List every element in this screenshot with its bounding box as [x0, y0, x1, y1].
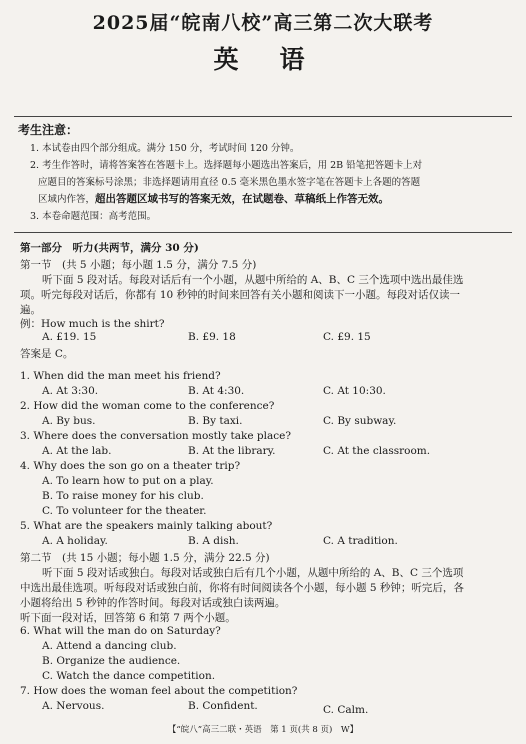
question-6-option-b: B. Organize the audience.	[42, 655, 181, 667]
notice-item-2c	[30, 191, 500, 208]
question-3-option-b: B. At the library.	[188, 445, 276, 457]
example-option-a: A. £19. 15	[42, 331, 97, 343]
subject-title: 英 语	[213, 45, 313, 74]
question-5-option-b: B. A dish.	[188, 535, 239, 547]
example-option-c: C. £9. 15	[323, 331, 371, 343]
section2-instr-a: 听下面 5 段对话或独白。每段对话或独白后有几个小题，从题中所给的 A、B、C 三个选项	[42, 567, 464, 579]
section1-instr-b: 项。听完每段对话后，你都有 10 秒钟的时间来回答有关小题和阅读下一小题。每段对话仅读一	[20, 289, 461, 301]
question-5-option-c: C. A tradition.	[323, 535, 398, 547]
question-7: 7. How does the woman feel about the competition?	[20, 685, 298, 697]
notice-body	[30, 140, 500, 225]
section2-instr-d: 听下面一段对话，回答第 6 和第 7 两个小题。	[20, 612, 236, 624]
example-question: 例：How much is the shirt?	[20, 318, 165, 330]
question-7-option-a: A. Nervous.	[42, 700, 105, 712]
notice-item-2c-pre: 区域内作答，	[38, 194, 96, 205]
notice-item-1: 1. 本试卷由四个部分组成。满分 150 分，考试时间 120 分钟。	[30, 143, 300, 154]
question-1-option-b: B. At 4:30.	[188, 385, 245, 397]
exam-title: 2025届“皖南八校”高三第二次大联考	[92, 12, 434, 34]
question-5: 5. What are the speakers mainly talking about?	[20, 520, 273, 532]
question-6-option-a: A. Attend a dancing club.	[42, 640, 177, 652]
question-2-option-b: B. By taxi.	[188, 415, 243, 427]
question-3-option-a: A. At the lab.	[42, 445, 112, 457]
notice-bottom-rule	[14, 232, 512, 233]
question-1-option-c: C. At 10:30.	[323, 385, 386, 397]
question-7-option-c: C. Calm.	[323, 704, 369, 716]
example-option-b: B. £9. 18	[188, 331, 236, 343]
question-1-option-a: A. At 3:30.	[42, 385, 99, 397]
example-answer: 答案是 C。	[20, 348, 74, 360]
section2-instr-b: 中选出最佳选项。听每段对话或独白前，你将有时间阅读各个小题，每小题 5 秒钟；听完后，各	[20, 582, 464, 594]
section2-heading: 第二节 (共 15 小题；每小题 1.5 分，满分 22.5 分)	[20, 552, 270, 564]
question-2-option-c: C. By subway.	[323, 415, 397, 427]
question-2: 2. How did the woman come to the conference?	[20, 400, 275, 412]
question-3: 3. Where does the conversation mostly take place?	[20, 430, 291, 442]
question-6: 6. What will the man do on Saturday?	[20, 625, 221, 637]
question-7-option-b: B. Confident.	[188, 700, 258, 712]
notice-item-2b: 应题目的答案标号涂黑；非选择题请用直径 0.5 毫米黑色墨水签字笔在答题卡上各题的答题	[38, 177, 421, 188]
question-6-option-c: C. Watch the dance competition.	[42, 670, 216, 682]
question-4-option-b: B. To raise money for his club.	[42, 490, 204, 502]
part1-heading: 第一部分 听力(共两节，满分 30 分)	[20, 242, 199, 254]
section1-instr-a: 听下面 5 段对话。每段对话后有一个小题，从题中所给的 A、B、C 三个选项中选出最佳选	[42, 274, 464, 286]
section1-heading: 第一节 (共 5 小题；每小题 1.5 分，满分 7.5 分)	[20, 259, 257, 271]
question-4: 4. Why does the son go on a theater trip?	[20, 460, 241, 472]
question-2-option-a: A. By bus.	[42, 415, 96, 427]
notice-heading: 考生注意：	[18, 123, 79, 137]
notice-item-2c-bold: 超出答题区域书写的答案无效，在试题卷、草稿纸上作答无效。	[95, 193, 390, 205]
question-5-option-a: A. A holiday.	[42, 535, 108, 547]
page-footer: 【“皖八”高三二联・英语 第 1 页(共 8 页) W】	[167, 725, 359, 735]
section2-instr-c: 小题将给出 5 秒钟的作答时间。每段对话或独白读两遍。	[20, 597, 286, 609]
question-4-option-a: A. To learn how to put on a play.	[42, 475, 214, 487]
question-1: 1. When did the man meet his friend?	[20, 370, 221, 382]
notice-item-2a: 2. 考生作答时，请将答案答在答题卡上。选择题每小题选出答案后，用 2B 铅笔把答题卡上对	[30, 160, 423, 171]
question-3-option-c: C. At the classroom.	[323, 445, 431, 457]
notice-top-rule	[14, 116, 512, 117]
section1-instr-c: 遍。	[20, 304, 41, 316]
question-4-option-c: C. To volunteer for the theater.	[42, 505, 207, 517]
notice-item-3: 3. 本卷命题范围：高考范围。	[30, 211, 157, 222]
